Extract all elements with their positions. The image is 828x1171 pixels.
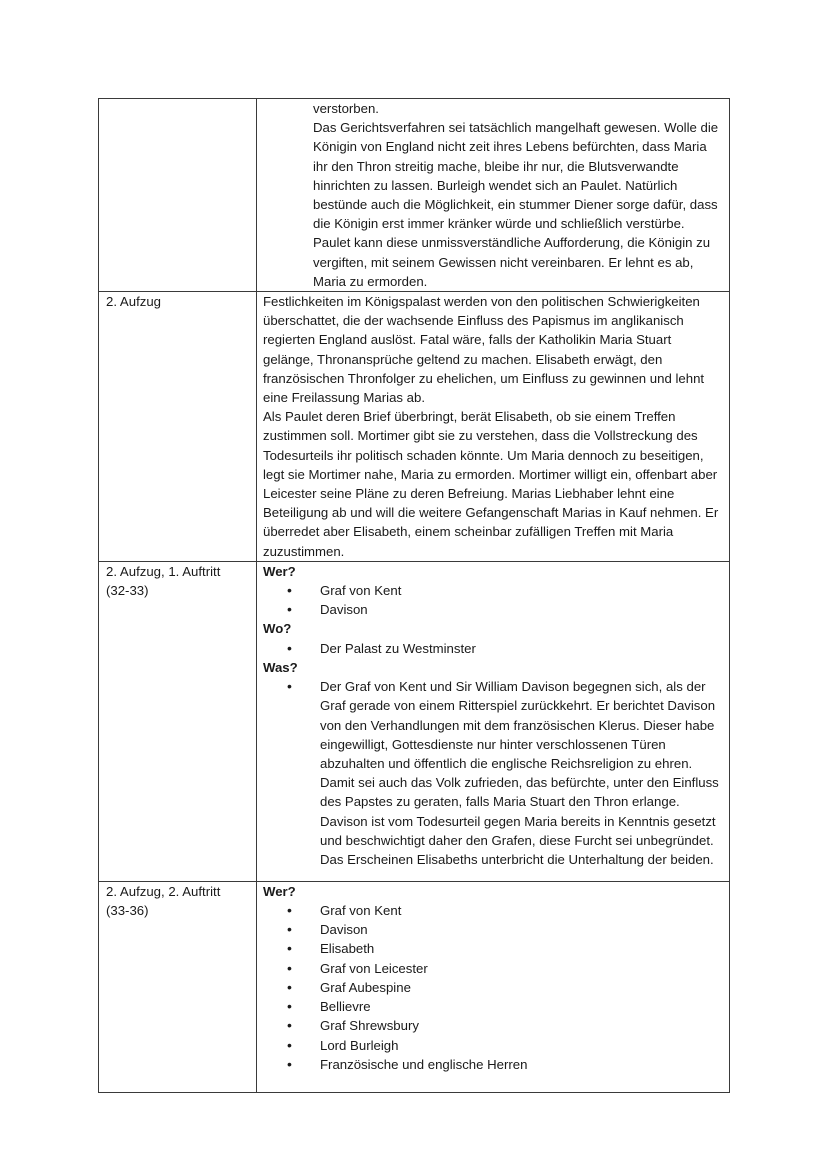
- row-label: 2. Aufzug, 2. Auftritt: [106, 883, 221, 899]
- wer-list: [263, 581, 723, 619]
- paragraph: verstorben.: [313, 101, 379, 116]
- table-row: [99, 881, 730, 1092]
- list-item: • Graf Aubespine: [287, 978, 723, 997]
- row-content-cell: [257, 881, 730, 1092]
- wer-heading: Wer?: [263, 563, 296, 579]
- row-label-cell: [99, 292, 257, 562]
- row-content-cell: [257, 292, 730, 562]
- wer-list: [263, 901, 723, 1074]
- list-item: • Lord Burleigh: [287, 1036, 723, 1055]
- list-item: • Französische und englische Herren: [287, 1055, 723, 1074]
- wo-heading: Wo?: [263, 621, 292, 637]
- row-label-pages: (33-36): [106, 903, 149, 919]
- was-heading: Was?: [263, 659, 298, 675]
- row-content-cell: [257, 561, 730, 881]
- wo-list: [263, 639, 723, 658]
- list-item: • Graf von Leicester: [287, 959, 723, 978]
- row-content-cell: [257, 99, 730, 292]
- list-item: • Davison: [287, 920, 723, 939]
- row-label-cell: [99, 99, 257, 292]
- paragraph: Als Paulet deren Brief überbringt, berät Elisabeth, ob sie einem Treffen zustimmen soll. Mortimer gibt sie zu verstehen, dass die Vollstreckung des Todesurteils ihr politisch schaden könnte. Um Maria dennoch zu beseitigen, legt sie Mortimer nahe, Maria zu ermorden. Mortimer willigt ein, offenbart aber Leicester seine Pläne zu deren Befreiung. Marias Liebhaber lehnt eine Beteiligung ab und will die weitere Gefangenschaft Marias in Kauf nehmen. Er überredet aber Elisabeth, einem scheinbar zufälligen Treffen mit Maria zuzustimmen.: [263, 409, 719, 559]
- was-list: [263, 677, 723, 869]
- paragraph: Festlichkeiten im Königspalast werden von den politischen Schwierigkeiten überschattet, die der wachsende Einfluss des Papismus im anglikanisch regierten England auslöst. Fatal wäre, falls der Katholikin Maria Stuart gelänge, Thronansprüche geltend zu machen. Elisabeth erwägt, den französischen Thronfolger zu ehelichen, um Einfluss zu gewinnen und lehnt eine Freilassung Marias ab.: [263, 294, 705, 406]
- row-label: 2. Aufzug, 1. Auftritt: [106, 563, 221, 579]
- list-item: • Graf von Kent: [287, 581, 723, 600]
- table-row: [99, 292, 730, 562]
- row-label-cell: [99, 881, 257, 1092]
- summary-table: [98, 98, 730, 1093]
- list-item: • Graf von Kent: [287, 901, 723, 920]
- list-item: • Bellievre: [287, 997, 723, 1016]
- row-label-pages: (32-33): [106, 583, 149, 599]
- table-row: [99, 99, 730, 292]
- list-item: • Der Graf von Kent und Sir William Davison begegnen sich, als der Graf gerade von einem Ritterspiel zurückkehrt. Er berichtet Davison von den Verhandlungen mit dem französischen Klerus. Dieser habe eingewilligt, Gottesdienste nur hinter verschlossenen Türen abzuhalten und öffentlich die englische Reichsreligion zu ehren. Damit sei auch das Volk zufrieden, das befürchte, unter den Einfluss des Papstes zu geraten, falls Maria Stuart den Thron erlange. Davison ist vom Todesurteil gegen Maria bereits in Kenntnis gesetzt und beschwichtigt daher den Grafen, diese Furcht sei unbegründet. Das Erscheinen Elisabeths unterbricht die Unterhaltung der beiden.: [287, 677, 723, 869]
- list-item: • Elisabeth: [287, 939, 723, 958]
- list-item: • Graf Shrewsbury: [287, 1016, 723, 1035]
- list-item: • Der Palast zu Westminster: [287, 639, 723, 658]
- wer-heading: Wer?: [263, 883, 296, 899]
- list-item: • Davison: [287, 600, 723, 619]
- paragraph: Das Gerichtsverfahren sei tatsächlich mangelhaft gewesen. Wolle die Königin von England nicht zeit ihres Lebens befürchten, dass Maria ihr den Thron streitig mache, bleibe ihr nur, die Blutsverwandte hinrichten zu lassen. Burleigh wendet sich an Paulet. Natürlich bestünde auch die Möglichkeit, ein stummer Diener sorge dafür, dass die Königin erst immer kränker würde und schließlich verstürbe. Paulet kann diese unmissverständliche Aufforderung, die Königin zu vergiften, mit seinem Gewissen nicht vereinbaren. Er lehnt es ab, Maria zu ermorden.: [313, 120, 719, 289]
- row-label: 2. Aufzug: [106, 294, 161, 310]
- row-label-cell: [99, 561, 257, 881]
- table-row: [99, 561, 730, 881]
